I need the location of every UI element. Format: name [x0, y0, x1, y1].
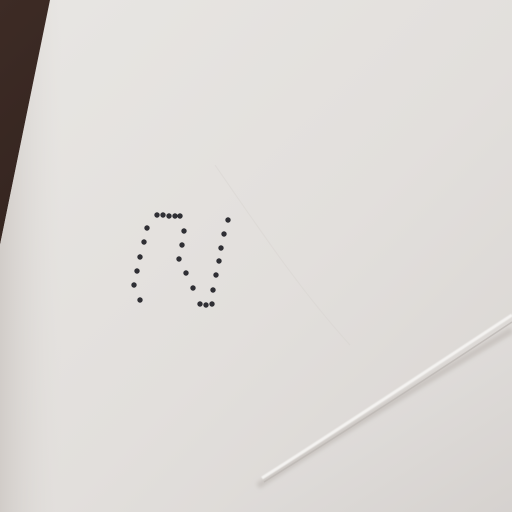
- digit-dot: [144, 225, 149, 230]
- digit-dot: [210, 287, 215, 292]
- digit-dot: [137, 254, 142, 259]
- digit-dot: [177, 213, 182, 218]
- digit-dot: [131, 282, 136, 287]
- digit-dot: [216, 258, 221, 263]
- digit-dot: [203, 302, 208, 307]
- digit-dot: [213, 272, 218, 277]
- digit-dot: [221, 231, 226, 236]
- digit-dot: [172, 213, 177, 218]
- digit-dot: [197, 301, 202, 306]
- digit-dot: [134, 268, 139, 273]
- digit-dot: [183, 270, 188, 275]
- digit-dot: [166, 213, 171, 218]
- digit-dot: [179, 242, 184, 247]
- digit-dot: [209, 301, 214, 306]
- digit-dot: [160, 212, 165, 217]
- digit-dot: [137, 297, 142, 302]
- digit-dot: [181, 228, 186, 233]
- digit-dot: [190, 285, 195, 290]
- digit-dot: [225, 217, 230, 222]
- digit-dot: [218, 245, 223, 250]
- digit-dot: [154, 212, 159, 217]
- digit-dot: [141, 239, 146, 244]
- digit-dot: [176, 256, 181, 261]
